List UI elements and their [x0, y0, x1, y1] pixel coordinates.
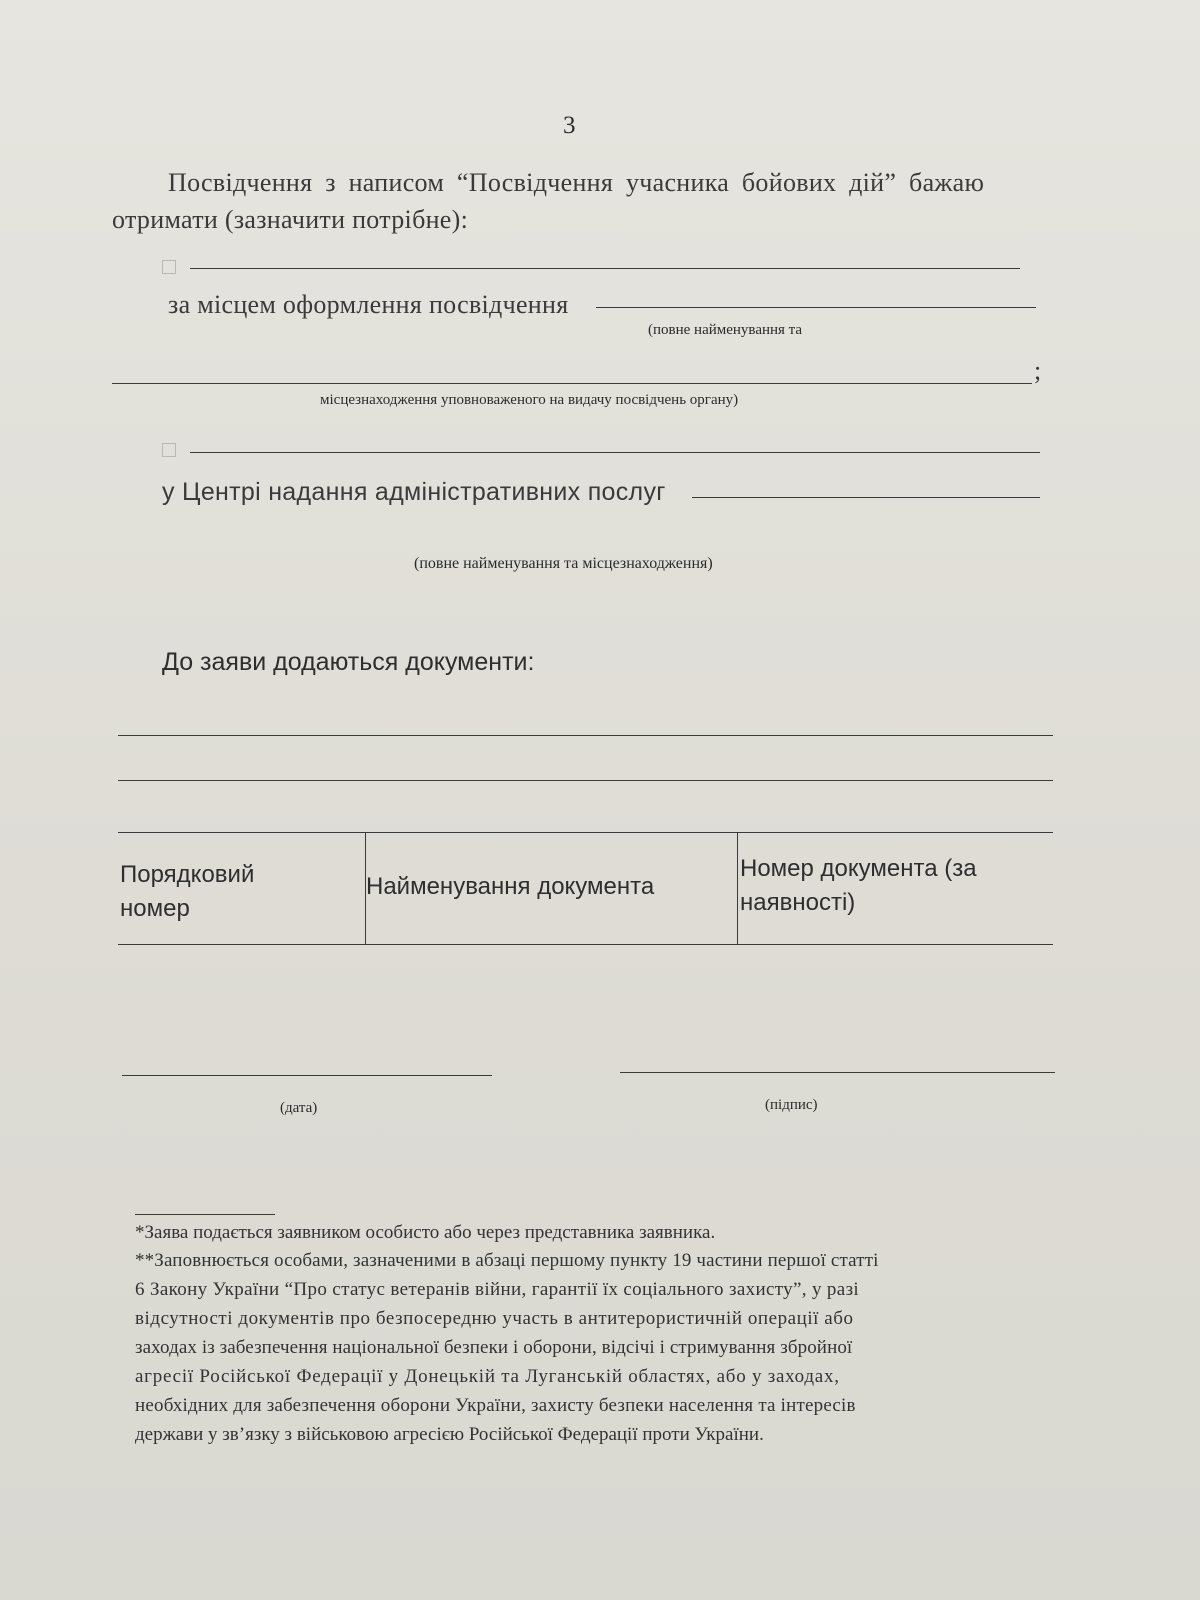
- option-asc-checkbox[interactable]: [162, 443, 176, 457]
- table-header-document-number: Номер документа (за наявності): [740, 855, 977, 916]
- signature-label: (підпис): [765, 1097, 818, 1113]
- issuing-authority-address-field[interactable]: [112, 383, 1032, 384]
- date-label: (дата): [280, 1100, 318, 1116]
- footnote-2-line: агресії Російської Федерації у Донецькій та Луганській областях, або у заходах,: [135, 1366, 840, 1387]
- table-divider-2: [737, 832, 738, 944]
- option-1-blank-line[interactable]: [190, 268, 1020, 269]
- footnote-1: *Заява подається заявником особисто або через представника заявника.: [135, 1222, 716, 1243]
- option-place-of-issue-label: за місцем оформлення посвідчення: [168, 290, 569, 319]
- table-top-border: [118, 832, 1053, 833]
- footnote-2-line: 6 Закону України “Про статус ветеранів війни, гарантії їх соціального захисту”, у разі: [135, 1279, 860, 1300]
- option-place-of-issue-checkbox[interactable]: [162, 260, 176, 274]
- attachment-line-2[interactable]: [118, 780, 1053, 781]
- attachment-line-1[interactable]: [118, 735, 1053, 736]
- footnote-2-line: заходах із забезпечення національної безпеки і оборони, відсічі і стримування збройної: [135, 1337, 853, 1358]
- signature-field[interactable]: [620, 1072, 1055, 1073]
- footnote-2-line: **Заповнюється особами, зазначеними в абзаці першому пункту 19 частини першої статті: [135, 1250, 879, 1271]
- footnote-2-line: необхідних для забезпечення оборони України, захисту безпеки населення та інтересів: [135, 1395, 856, 1416]
- page-number: 3: [563, 112, 576, 139]
- intro-line-1: Посвідчення з написом “Посвідчення учасника бойових дій” бажаю: [168, 168, 985, 197]
- option-2-blank-line[interactable]: [190, 452, 1040, 453]
- line-end-semicolon: ;: [1034, 356, 1042, 385]
- footnote-2-line: відсутності документів про безпосередню участь в антитерористичній операції або: [135, 1308, 854, 1329]
- intro-line-2: отримати (зазначити потрібне):: [112, 205, 469, 234]
- table-bottom-border: [118, 944, 1053, 945]
- footnote-separator: [135, 1214, 275, 1215]
- footnote-2-line: держави у зв’язку з військовою агресією Російської Федерації проти України.: [135, 1424, 764, 1445]
- issuing-authority-hint-1: (повне найменування та: [648, 322, 803, 338]
- attachments-heading: До заяви додаються документи:: [162, 648, 535, 676]
- table-header-document-name: Найменування документа: [366, 873, 655, 900]
- issuing-authority-name-field[interactable]: [596, 307, 1036, 308]
- asc-hint: (повне найменування та місцезнаходження): [414, 555, 713, 572]
- table-header-ordinal: Порядковий номер: [120, 861, 255, 922]
- date-field[interactable]: [122, 1075, 492, 1076]
- issuing-authority-hint-2: місцезнаходження уповноваженого на видачу посвідчень органу): [320, 392, 739, 408]
- option-asc-label: у Центрі надання адміністративних послуг: [162, 478, 666, 506]
- asc-name-field[interactable]: [692, 497, 1040, 498]
